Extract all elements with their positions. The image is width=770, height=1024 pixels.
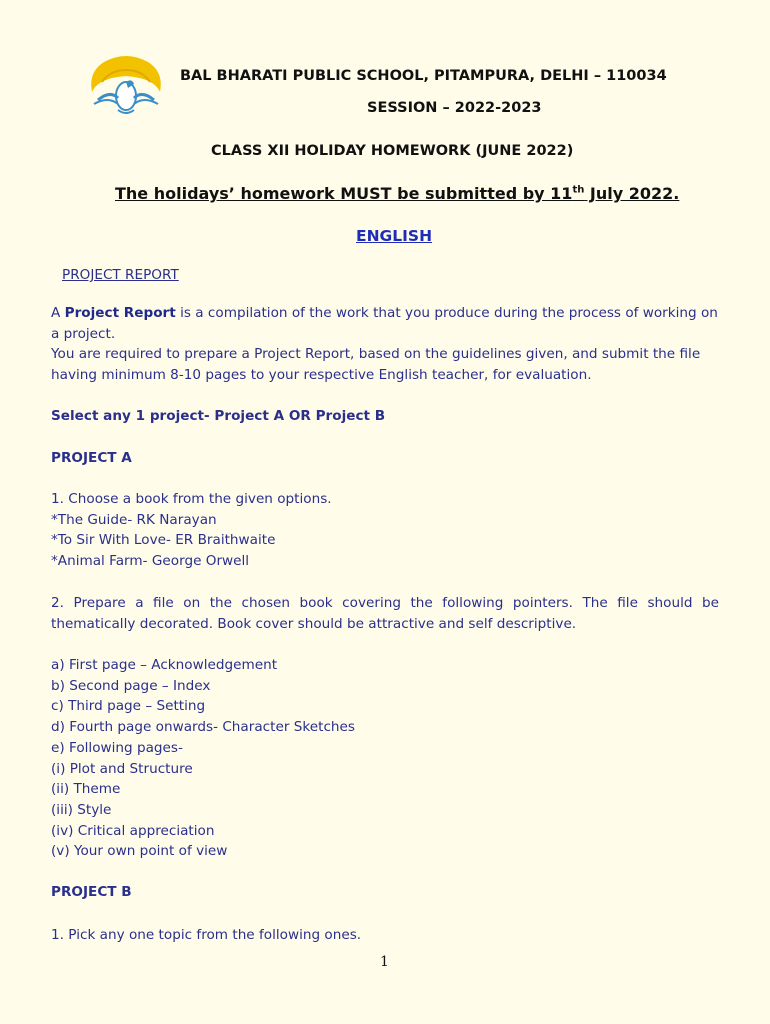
session-title: SESSION – 2022-2023 [367,100,542,116]
deadline-notice [115,184,679,203]
project-report-instruction: You are required to prepare a Project Report, based on the guidelines given, and submit the file having minimum 8-10 pages to your respective English teacher, for evaluation. [51,346,701,383]
page-item: (i) Plot and Structure [51,761,193,777]
school-crest-logo [84,52,168,118]
project-b-heading: PROJECT B [51,884,132,900]
project-b-step1: 1. Pick any one topic from the following ones. [51,927,362,943]
project-a-step2: 2. Prepare a file on the chosen book covering the following pointers. The file should be thematically decorated. Book cover should be attractive and self descriptive. [51,595,719,632]
page-number: 1 [380,954,389,970]
page-item: (iii) Style [51,802,112,818]
project-a-heading: PROJECT A [51,450,132,466]
class-title: CLASS XII HOLIDAY HOMEWORK (JUNE 2022) [211,143,574,159]
book-option: *To Sir With Love- ER Braithwaite [51,532,276,548]
page-item: (iv) Critical appreciation [51,823,215,839]
page-item: d) Fourth page onwards- Character Sketches [51,719,355,735]
page-item: b) Second page – Index [51,678,211,694]
book-option: *The Guide- RK Narayan [51,512,217,528]
deadline-sup: th [572,184,585,196]
page-item: a) First page – Acknowledgement [51,657,278,673]
page-item: (ii) Theme [51,781,121,797]
project-report-intro [51,303,719,344]
book-option: *Animal Farm- George Orwell [51,553,250,569]
page-item: (v) Your own point of view [51,843,228,859]
school-name: BAL BHARATI PUBLIC SCHOOL, PITAMPURA, DELHI – 110034 [180,68,667,84]
deadline-pre: The holidays’ homework MUST be submitted by 11 [115,184,573,203]
subject-heading: ENGLISH [356,227,433,245]
project-a-step1: 1. Choose a book from the given options. [51,491,332,507]
intro-pre: A [51,305,65,321]
intro-bold: Project Report [64,305,176,321]
page-item: e) Following pages- [51,740,183,756]
select-line: Select any 1 project- Project A OR Project B [51,408,386,424]
page-item: c) Third page – Setting [51,698,206,714]
deadline-post: July 2022. [584,184,680,203]
project-report-heading: PROJECT REPORT [62,267,179,283]
intro-post: is a compilation of the work that you produce during the process of working on a project. [51,305,718,342]
